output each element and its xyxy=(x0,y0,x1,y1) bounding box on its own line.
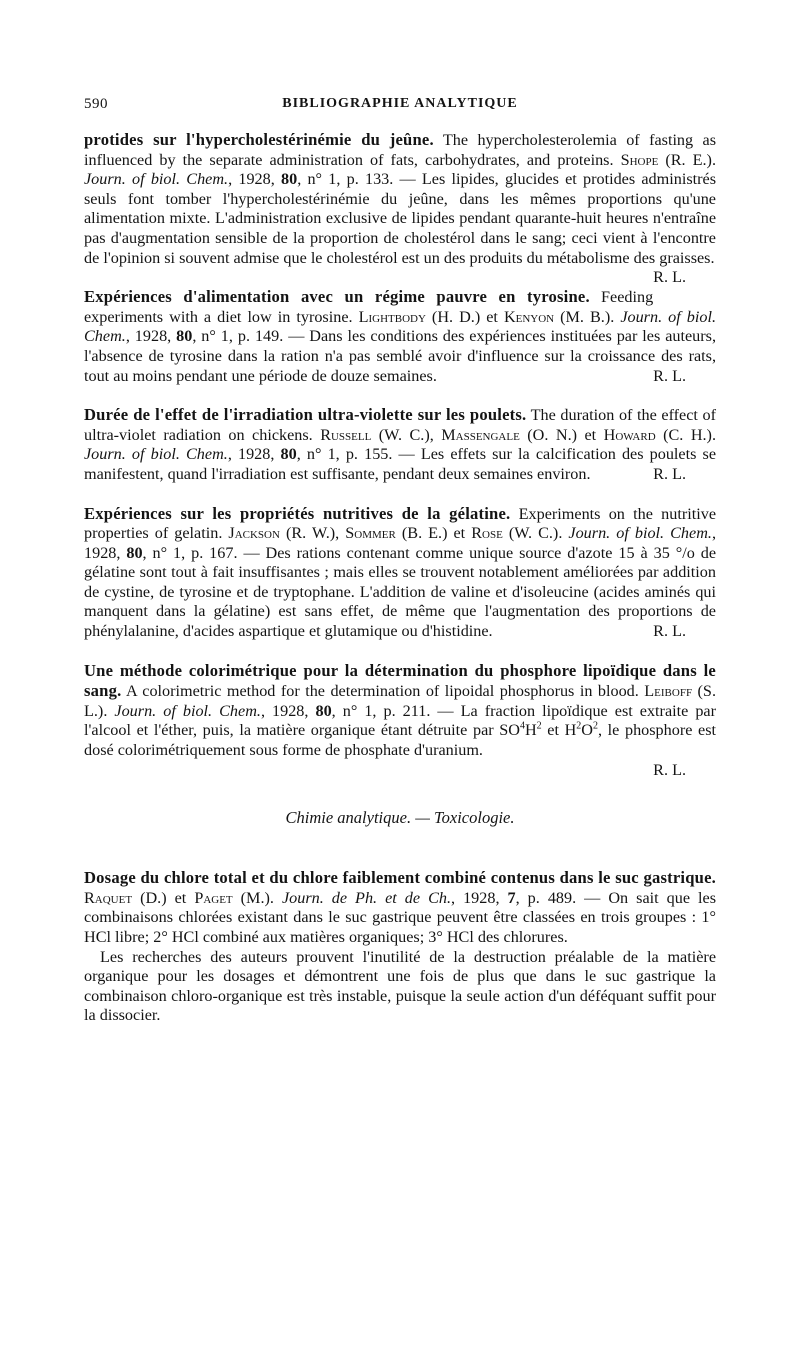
entry-paragraph xyxy=(84,661,716,761)
entry-signature: R. L. xyxy=(653,464,686,483)
entry-text: O xyxy=(581,721,593,740)
formula-superscript: 4 xyxy=(519,721,525,733)
entry-text: Feeding experiments with a diet low in tyrosine. xyxy=(84,288,654,326)
entry-paragraph xyxy=(84,868,716,947)
entry-author: Massengale xyxy=(441,425,520,444)
entry-title: Expériences sur les propriétés nutritives de la gélatine. xyxy=(84,503,511,523)
entry-author: Jackson xyxy=(228,524,280,543)
entry-text: (R. E.). xyxy=(658,150,716,169)
entry-text: (H. D.) et xyxy=(425,307,504,326)
entry-author: Sommer xyxy=(345,524,396,543)
entry-text: (R. W.), xyxy=(279,524,346,543)
entry-paragraph xyxy=(84,287,716,386)
entry-title: protides sur l'hypercholestérinémie du jeûne. xyxy=(84,130,434,149)
entry-text: , 1928, xyxy=(125,327,177,346)
entry-title: Durée de l'effet de l'irradiation ultra-violette sur les poulets. xyxy=(84,405,527,425)
entry-text: , n° 1, p. 133. — Les lipides, glucides et protides administrés seuls font tomber l'hypercholestérinémie du jeûne, dans les mêmes proportions qu'une alimentation mixte. L'administration exclusive de lipides pendant quarante-huit heures n'entraîne pas d'augmentation sensible de la proportion de cholestérol dans le sang; ceci vient à l'encontre de l'opinion si souvent admise que le cholestérol est un des produits du métabolisme des graisses. xyxy=(84,170,717,267)
entry-text: Experiments on the nutritive properties of gelatin. xyxy=(84,504,717,543)
entry-journal: Journ. of biol. Chem. xyxy=(84,445,228,464)
entry-author: Russell xyxy=(320,425,372,444)
entry-author: Shope xyxy=(620,150,659,169)
entry-signature: R. L. xyxy=(653,366,686,385)
entry-author: Raquet xyxy=(84,888,133,907)
entry-journal: Journ. of biol. Chem. xyxy=(568,524,712,543)
entry-text: (C. H.). xyxy=(655,425,716,444)
bibliography-entry xyxy=(84,287,716,386)
entry-text: , n° 1, p. 211. — La fraction lipoïdique est extraite par l'alcool et l'éther, puis, la matière organique étant détruite par SO xyxy=(84,701,716,740)
entry-author: Rose xyxy=(471,524,503,543)
running-title: BIBLIOGRAPHIE ANALYTIQUE xyxy=(282,96,518,111)
entry-text: , n° 1, p. 149. — Dans les conditions des expériences instituées par les auteurs, l'absence de tyrosine dans la ration n'a pas semblé avoir d'influence sur la croissance des rats, tout au moins pendant une période de douze semaines. xyxy=(84,327,716,385)
entry-text: (M.). xyxy=(232,888,282,907)
entry-paragraph xyxy=(84,405,716,484)
entry-text: (W. C.). xyxy=(502,524,569,543)
entry-text: et H xyxy=(541,721,577,740)
entry-volume: 80 xyxy=(280,445,297,464)
entry-title: Expériences d'alimentation avec un régime pauvre en tyrosine. xyxy=(84,287,590,307)
page xyxy=(84,96,716,1045)
entry-volume: 80 xyxy=(126,543,143,562)
entry-journal: Journ. de Ph. et de Ch. xyxy=(281,888,452,907)
entry-title: Une méthode colorimétrique pour la détermination du phosphore lipoïdique dans le sang. xyxy=(84,660,716,701)
entry-paragraph xyxy=(84,130,717,287)
entry-author: Kenyon xyxy=(503,307,555,326)
bibliography-entry xyxy=(84,130,717,287)
entry-text: The hypercholesterolemia of fasting as influenced by the separate administration of fats, carbohydrates, and proteins. xyxy=(84,131,716,169)
entry-signature: R. L. xyxy=(653,268,686,287)
entry-volume: 80 xyxy=(281,170,298,189)
entry-text: (W. C.), xyxy=(371,425,442,444)
bibliography-entry xyxy=(84,405,716,484)
entry-journal: Journ. of biol. Chem. xyxy=(84,170,229,189)
entry-text: , n° 1, p. 167. — Des rations contenant comme unique source d'azote 15 à 35 °/o de gélatine sont tout à fait insuffisantes ; mais elles se trouvent notablement améliorées par addition de cystine, de tyrosine et de tryptophane. L'addition de valine et d'isoleucine (acides aminés qui manquent dans la gélatine) est sans effet, de même que l'augmentation des proportions de phénylalanine, d'acides aspartique et glutamique ou d'histidine. xyxy=(84,543,717,641)
entry-text: The duration of the effect of ultra-violet radiation on chickens. xyxy=(84,406,716,444)
formula-superscript: 2 xyxy=(576,721,582,733)
entry-signature: R. L. xyxy=(653,760,686,779)
entry-paragraph xyxy=(84,504,716,642)
entry-volume: 80 xyxy=(315,701,332,720)
entry-author: Lightbody xyxy=(358,307,426,326)
entry-text: (B. E.) et xyxy=(395,524,472,543)
section-heading: Chimie analytique. — Toxicologie. xyxy=(285,808,515,828)
entry-author: Paget xyxy=(194,888,233,907)
formula-superscript: 2 xyxy=(536,721,542,733)
entry-title: Dosage du chlore total et du chlore faiblement combiné contenus dans le suc gastrique. xyxy=(84,868,716,888)
entry-text: , n° 1, p. 155. — Les effets sur la calcification des poulets se manifestent, quand l'irradiation est suffisante, pendant deux semaines environ. xyxy=(84,445,717,483)
entry-text: (S. L.). xyxy=(84,682,716,720)
entry-author: Howard xyxy=(603,425,656,444)
entry-journal: Journ. of biol. Chem. xyxy=(84,307,716,346)
entry-text: , p. 489. — On sait que les combinaisons chlorées existant dans le suc gastrique peuvent être classées en trois groupes : 1° HCl libre; 2° HCl combiné aux matières organiques; 3° HCl des chlorures. xyxy=(84,888,717,946)
entry-text: A colorimetric method for the determination of lipoidal phosphorus in blood. xyxy=(121,682,645,701)
page-number: 590 xyxy=(84,96,108,112)
entry-text: , le phosphore est dosé colorimétriquement sous forme de phosphate d'uranium. xyxy=(84,721,717,760)
bibliography-entry xyxy=(84,504,716,642)
entry-text: , 1928, xyxy=(84,524,716,562)
entry-text: , 1928, xyxy=(228,170,282,189)
entry-text: (D.) et xyxy=(132,888,195,907)
entry-text: , 1928, xyxy=(260,701,316,720)
bibliography-entry xyxy=(84,868,716,1026)
entry-text: (M. B.). xyxy=(554,307,621,326)
entry-text: , 1928, xyxy=(451,888,508,907)
entry-author: Leiboff xyxy=(644,682,693,701)
running-head xyxy=(84,96,716,120)
entry-signature: R. L. xyxy=(653,622,686,641)
entry-journal: Journ. of biol. Chem. xyxy=(114,701,261,720)
entry-text: , 1928, xyxy=(227,445,281,464)
entry-text: H xyxy=(524,721,537,740)
formula-superscript: 2 xyxy=(593,721,598,733)
entry-volume: 7 xyxy=(507,888,516,907)
entry-paragraph-2: Les recherches des auteurs prouvent l'inutilité de la destruction préalable de la matière organique pour les dosages et démontrent une fois de plus que dans le suc gastrique la combinaison chloro-organique est très instable, puisque la seule action d'un déféquant suffit pour la dissocier. xyxy=(84,947,716,1025)
bibliography-entry xyxy=(84,661,716,781)
entry-text: (O. N.) et xyxy=(519,425,604,444)
entry-volume: 80 xyxy=(176,327,193,346)
